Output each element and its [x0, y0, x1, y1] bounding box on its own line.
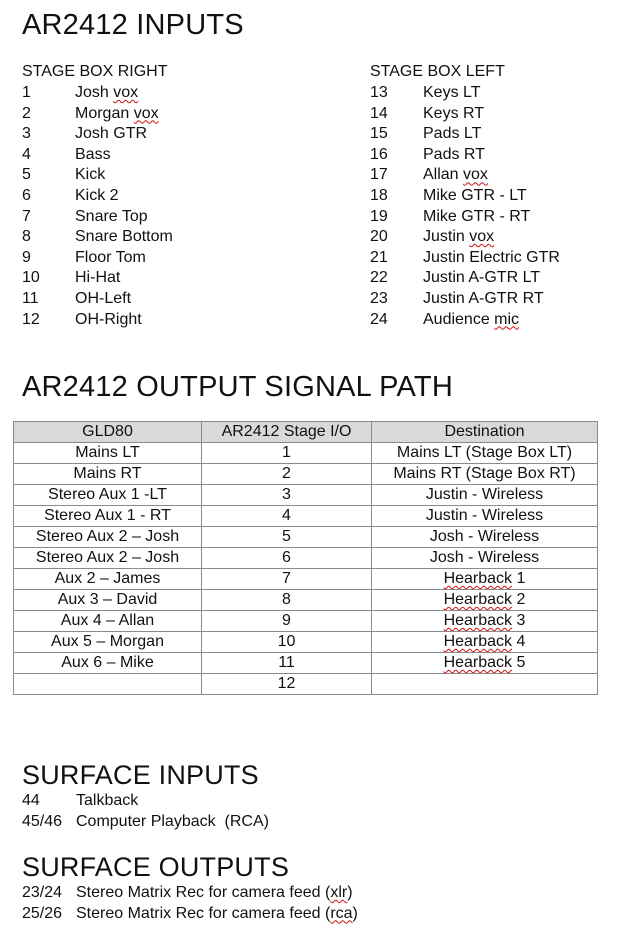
list-item-number: 5	[22, 166, 31, 184]
cell-stage-io: 8	[202, 590, 372, 611]
list-item-label	[76, 811, 269, 832]
list-item-number: 9	[22, 248, 31, 266]
list-item-label	[75, 165, 105, 186]
list-item-number: 25/26	[22, 904, 63, 922]
cell-destination	[372, 569, 598, 590]
list-item	[22, 882, 622, 903]
list-item-text: Pads RT	[423, 145, 485, 163]
stage-box-right	[22, 61, 342, 330]
outputs-title: AR2412 OUTPUT SIGNAL PATH	[22, 371, 453, 403]
spellcheck-word: vox	[463, 166, 488, 184]
list-item-number: 18	[370, 186, 388, 204]
list-item-number: 23	[370, 289, 388, 307]
cell-destination	[372, 653, 598, 674]
list-item-label	[75, 289, 131, 310]
list-item-text: Computer Playback (RCA)	[76, 812, 269, 830]
list-item-number: 23/24	[22, 884, 63, 901]
list-item-number: 44	[22, 792, 40, 809]
list-item	[370, 165, 630, 186]
destination-text: Josh - Wireless	[429, 528, 540, 545]
list-item	[370, 289, 630, 310]
destination-text: Mains RT (Stage Box RT)	[393, 465, 576, 482]
list-item-text: Stereo Matrix Rec for camera feed (	[76, 904, 331, 922]
surface-inputs-list	[22, 790, 622, 831]
list-item-text: Kick	[75, 166, 106, 184]
list-item-text: Justin	[423, 228, 470, 246]
list-item	[370, 83, 630, 104]
cell-destination	[372, 674, 598, 695]
destination-text: 3	[512, 612, 526, 629]
list-item-text: Josh	[75, 84, 114, 101]
stage-box-left-heading: STAGE BOX LEFT	[370, 63, 505, 80]
list-item-number: 8	[22, 228, 31, 246]
destination-text: Justin - Wireless	[425, 507, 544, 524]
list-item-label	[423, 310, 519, 331]
cell-gld80: Aux 6 – Mike	[14, 653, 202, 674]
list-item	[22, 903, 622, 924]
list-item	[370, 207, 630, 228]
list-item-text: OH-Left	[75, 289, 132, 307]
list-item	[22, 268, 342, 289]
list-item	[22, 790, 622, 811]
list-item-label	[423, 207, 530, 228]
stage-box-left	[370, 61, 630, 330]
cell-destination	[372, 632, 598, 653]
list-item-label	[75, 145, 111, 166]
list-item	[22, 289, 342, 310]
surface-inputs-title: SURFACE INPUTS	[22, 760, 259, 790]
list-item	[22, 248, 342, 269]
column-header-stage-io: AR2412 Stage I/O	[202, 422, 372, 443]
list-item-text: Justin A-GTR LT	[423, 269, 541, 287]
list-item	[22, 310, 342, 331]
list-item-label	[75, 83, 138, 104]
column-header-destination: Destination	[372, 422, 598, 443]
list-item-label	[423, 248, 560, 269]
spellcheck-word: mic	[494, 310, 520, 328]
list-item-label	[76, 903, 358, 924]
cell-stage-io: 1	[202, 443, 372, 464]
list-item-text-suffix: )	[347, 884, 353, 901]
list-item-label	[75, 124, 147, 145]
list-item-number: 20	[370, 228, 388, 246]
list-item-label	[423, 83, 481, 104]
list-item-text: Justin Electric GTR	[423, 248, 560, 266]
destination-text: Justin - Wireless	[425, 486, 544, 503]
list-item-text: Keys RT	[423, 104, 485, 122]
list-item	[22, 186, 342, 207]
list-item-number: 6	[22, 186, 31, 204]
cell-destination	[372, 485, 598, 506]
cell-stage-io: 6	[202, 548, 372, 569]
list-item-text: Snare Top	[75, 207, 148, 225]
spellcheck-word: vox	[133, 104, 159, 122]
list-item	[22, 83, 342, 104]
list-item-label	[423, 104, 484, 125]
spellcheck-word: Hearback	[443, 654, 513, 671]
list-item-number: 1	[22, 84, 31, 101]
list-item-text: Morgan	[75, 104, 134, 122]
spellcheck-word: rca	[330, 904, 353, 922]
list-item-text: Josh GTR	[75, 125, 148, 143]
list-item-text: Stereo Matrix Rec for camera feed (	[76, 884, 331, 901]
list-item-label	[75, 207, 148, 228]
table-row	[14, 674, 598, 695]
cell-gld80: Mains LT	[14, 443, 202, 464]
list-item-label	[75, 104, 159, 125]
list-item	[22, 124, 342, 145]
cell-stage-io: 11	[202, 653, 372, 674]
list-item	[370, 186, 630, 207]
list-item-number: 4	[22, 145, 31, 163]
list-item-text: Talkback	[76, 792, 139, 809]
list-item-number: 15	[370, 125, 388, 143]
cell-gld80: Aux 4 – Allan	[14, 611, 202, 632]
list-item-number: 14	[370, 104, 388, 122]
list-item-label	[75, 310, 142, 331]
cell-destination	[372, 506, 598, 527]
list-item	[370, 145, 630, 166]
list-item-label	[75, 227, 173, 248]
list-item-label	[75, 248, 146, 269]
list-item	[22, 811, 622, 832]
list-item-label	[423, 227, 494, 248]
cell-stage-io: 10	[202, 632, 372, 653]
list-item-number: 21	[370, 248, 388, 266]
surface-outputs-title: SURFACE OUTPUTS	[22, 852, 290, 882]
list-item-number: 11	[22, 289, 39, 307]
stage-box-right-heading: STAGE BOX RIGHT	[22, 63, 168, 80]
list-item-label	[423, 186, 527, 207]
list-item	[370, 124, 630, 145]
list-item	[370, 227, 630, 248]
list-item-text: OH-Right	[75, 310, 142, 328]
list-item-label	[423, 165, 488, 186]
list-item-number: 7	[22, 207, 31, 225]
list-item-label	[75, 268, 120, 289]
list-item-text: Bass	[75, 145, 111, 163]
stage-box-right-list	[22, 83, 342, 330]
cell-gld80: Aux 3 – David	[14, 590, 202, 611]
list-item-text: Pads LT	[423, 125, 482, 143]
list-item-number: 10	[22, 269, 40, 287]
list-item-label	[76, 882, 353, 903]
list-item-number: 17	[370, 166, 388, 184]
spellcheck-word: vox	[113, 84, 139, 101]
table-row	[14, 632, 598, 653]
column-header-gld80: GLD80	[14, 422, 202, 443]
list-item-text: Mike GTR - RT	[423, 207, 531, 225]
cell-destination	[372, 548, 598, 569]
table-row	[14, 548, 598, 569]
destination-text: Mains LT (Stage Box LT)	[396, 444, 573, 461]
list-item	[22, 165, 342, 186]
table-header-row	[14, 422, 598, 443]
table-row	[14, 611, 598, 632]
list-item-number: 22	[370, 269, 388, 287]
list-item-number: 24	[370, 310, 388, 328]
cell-stage-io: 9	[202, 611, 372, 632]
list-item	[22, 145, 342, 166]
list-item-number: 16	[370, 145, 388, 163]
spellcheck-word: Hearback	[443, 612, 513, 629]
spellcheck-word: Hearback	[443, 591, 513, 608]
destination-text: 5	[512, 654, 526, 671]
list-item	[370, 268, 630, 289]
signal-path-table	[13, 421, 598, 695]
cell-gld80: Stereo Aux 1 -LT	[14, 485, 202, 506]
table-row	[14, 506, 598, 527]
cell-stage-io: 7	[202, 569, 372, 590]
stage-box-left-list	[370, 83, 630, 330]
list-item-label	[423, 268, 540, 289]
cell-stage-io: 2	[202, 464, 372, 485]
spellcheck-word: vox	[469, 228, 495, 246]
list-item-label	[423, 124, 481, 145]
list-item-text: Floor Tom	[75, 248, 146, 266]
table-row	[14, 527, 598, 548]
list-item-text: Kick 2	[75, 186, 119, 204]
destination-text: 2	[512, 591, 526, 608]
destination-text: 1	[512, 570, 526, 587]
cell-destination	[372, 443, 598, 464]
list-item-text: Mike GTR - LT	[423, 186, 527, 204]
list-item-text: Audience	[423, 310, 495, 328]
list-item-number: 3	[22, 125, 31, 143]
list-item	[22, 104, 342, 125]
cell-gld80	[14, 674, 202, 695]
cell-stage-io: 3	[202, 485, 372, 506]
list-item-number: 19	[370, 207, 388, 225]
destination-text: 4	[512, 633, 526, 650]
list-item-label	[76, 790, 138, 811]
cell-gld80: Stereo Aux 2 – Josh	[14, 548, 202, 569]
inputs-title: AR2412 INPUTS	[22, 9, 244, 41]
cell-destination	[372, 464, 598, 485]
cell-gld80: Aux 2 – James	[14, 569, 202, 590]
cell-destination	[372, 590, 598, 611]
list-item-text: Keys LT	[423, 84, 481, 101]
list-item-text-suffix: )	[352, 904, 358, 922]
spellcheck-word: Hearback	[443, 570, 513, 587]
spellcheck-word: Hearback	[443, 633, 513, 650]
list-item	[370, 310, 630, 331]
table-row	[14, 569, 598, 590]
list-item-label	[75, 186, 119, 207]
cell-stage-io: 4	[202, 506, 372, 527]
cell-destination	[372, 611, 598, 632]
cell-destination	[372, 527, 598, 548]
table-row	[14, 443, 598, 464]
list-item	[370, 248, 630, 269]
list-item-label	[423, 145, 485, 166]
list-item	[370, 104, 630, 125]
list-item-number: 12	[22, 310, 40, 328]
surface-outputs-list	[22, 882, 622, 923]
cell-gld80: Mains RT	[14, 464, 202, 485]
list-item-number: 13	[370, 84, 388, 101]
table-row	[14, 653, 598, 674]
spellcheck-word: xlr	[330, 884, 348, 901]
table-row	[14, 590, 598, 611]
list-item-text: Allan	[423, 166, 464, 184]
list-item-text: Hi-Hat	[75, 269, 121, 287]
table-row	[14, 464, 598, 485]
cell-gld80: Stereo Aux 1 - RT	[14, 506, 202, 527]
destination-text: Josh - Wireless	[429, 549, 540, 566]
list-item-text: Snare Bottom	[75, 228, 173, 246]
list-item	[22, 227, 342, 248]
cell-gld80: Stereo Aux 2 – Josh	[14, 527, 202, 548]
list-item	[22, 207, 342, 228]
list-item-number: 2	[22, 104, 31, 122]
signal-path-rows	[14, 443, 598, 695]
cell-stage-io: 12	[202, 674, 372, 695]
list-item-number: 45/46	[22, 812, 63, 830]
list-item-label	[423, 289, 544, 310]
cell-gld80: Aux 5 – Morgan	[14, 632, 202, 653]
cell-stage-io: 5	[202, 527, 372, 548]
table-row	[14, 485, 598, 506]
list-item-text: Justin A-GTR RT	[423, 289, 544, 307]
